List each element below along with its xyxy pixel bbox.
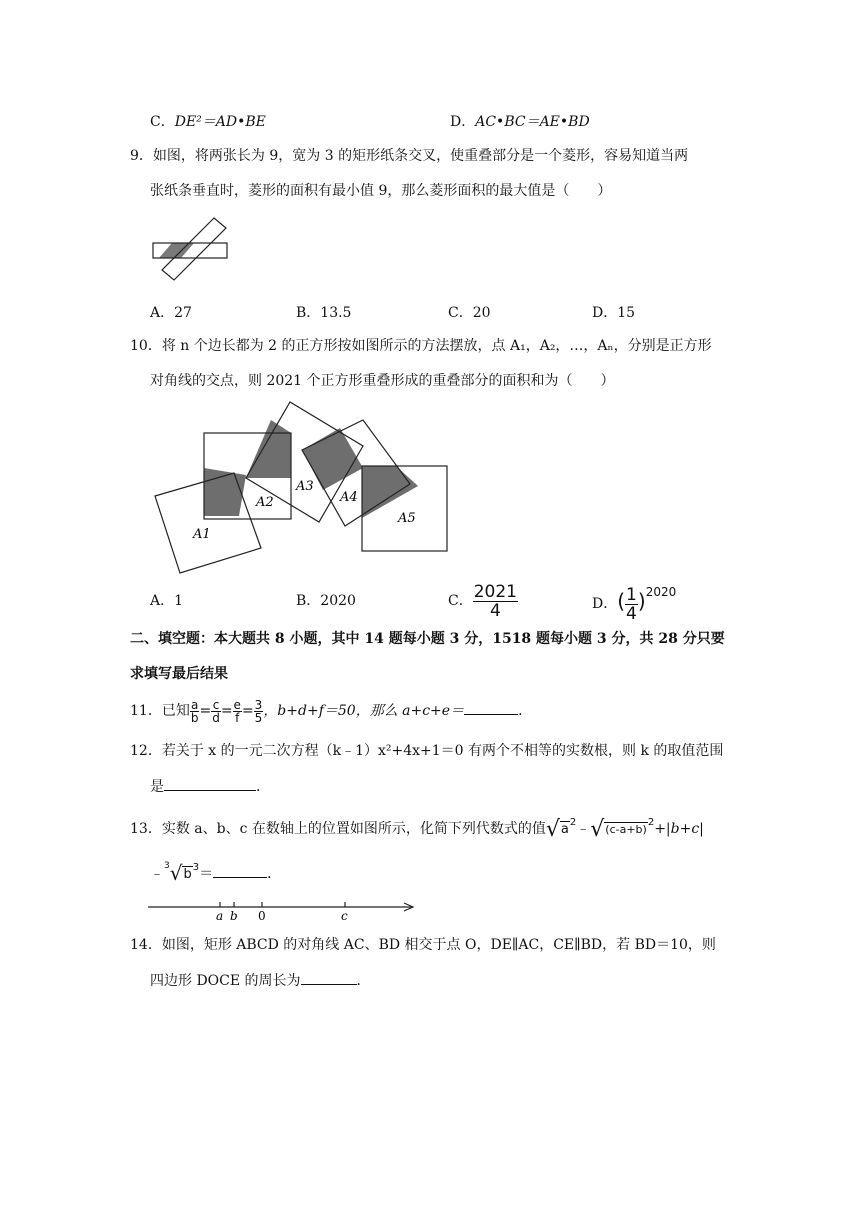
q10-label-a2: A2 bbox=[256, 495, 274, 510]
q10-figure bbox=[150, 398, 460, 578]
axis-label-b: b bbox=[230, 909, 238, 923]
radical-icon: √ bbox=[590, 817, 605, 842]
q9-option-c: C．20 bbox=[448, 305, 491, 321]
q12-text-line2: 是 ． bbox=[150, 776, 270, 797]
cube-root-icon: √ bbox=[169, 861, 183, 885]
q12-answer-blank[interactable] bbox=[164, 776, 256, 791]
q10-label-a5: A5 bbox=[398, 511, 416, 526]
q13-number-line bbox=[146, 893, 418, 923]
q14-answer-blank[interactable] bbox=[301, 970, 357, 985]
q9-option-d: D．15 bbox=[592, 305, 636, 321]
axis-label-0: 0 bbox=[258, 909, 266, 923]
radical-icon: √ bbox=[545, 817, 560, 842]
q13-answer-blank[interactable] bbox=[213, 863, 267, 878]
q11-text: 11．已知 $\frac{a}{b}$ = $\frac{c}{d}$ = $\frac{e}{f}$ = $\frac{3}{5}$ ，b+d+f＝50，那么 a+c+e＝ ． bbox=[130, 697, 533, 725]
q9-option-a: A．27 bbox=[150, 305, 192, 321]
q11-fraction-a-b: $\frac{a}{b}$ bbox=[190, 697, 199, 725]
q10-option-b: B．2020 bbox=[296, 593, 356, 609]
q10-label-a1: A1 bbox=[193, 527, 211, 542]
q10-text-line1: 10．将 n 个边长都为 2 的正方形按如图所示的方法摆放，点 A₁，A₂，…，Aₙ，分别是正方形 bbox=[130, 338, 712, 354]
q10-label-a4: A4 bbox=[340, 490, 358, 505]
q11-answer-blank[interactable] bbox=[464, 700, 518, 715]
q14-text-line1: 14．如图，矩形 ABCD 的对角线 AC、BD 相交于点 O，DE∥AC，CE∥BD，若 BD＝10，则 bbox=[130, 937, 716, 953]
q10-option-a: A．1 bbox=[150, 593, 184, 609]
q8-option-d: D．AC•BC＝AE•BD bbox=[450, 114, 590, 130]
axis-label-a: a bbox=[216, 909, 224, 923]
q10-text-line2: 对角线的交点，则 2021 个正方形重叠形成的重叠部分的面积和为（ ） bbox=[150, 373, 615, 389]
q12-text-line1: 12．若关于 x 的一元二次方程（k﹣1）x²+4x+1＝0 有两个不相等的实数根，则 k 的取值范围 bbox=[130, 743, 724, 759]
q9-figure bbox=[150, 215, 230, 285]
q8-option-d-text: AC•BC＝AE•BD bbox=[475, 114, 590, 130]
q10-option-c-fraction: $\frac{2021}{4}$ bbox=[473, 581, 517, 621]
q10-option-d: D．( $\frac{1}{4}$ )2020 bbox=[592, 584, 677, 624]
q10-label-a3: A3 bbox=[296, 479, 314, 494]
q10-overlap-2 bbox=[246, 420, 291, 478]
q11-fraction-e-f: $\frac{e}{f}$ bbox=[233, 697, 241, 725]
q13-text-line1: 13．实数 a、b、c 在数轴上的位置如图所示，化简下列代数式的值$√a^2﹣√(c-a+b)^2+|b+c|$ bbox=[130, 817, 704, 842]
q10-option-d-exponent: 2020 bbox=[645, 585, 677, 599]
q9-text-line1: 9．如图，将两张长为 9，宽为 3 的矩形纸条交叉，使重叠部分是一个菱形，容易知道当两 bbox=[130, 148, 689, 164]
section2-heading-line2: 求填写最后结果 bbox=[130, 666, 228, 682]
section2-heading-line1: 二、填空题：本大题共 8 小题，其中 14 题每小题 3 分，1518 题每小题 3 分，共 28 分只要 bbox=[130, 631, 725, 647]
axis-label-c: c bbox=[341, 909, 348, 923]
q13-text-line2: $﹣^3√b^3=$ ． bbox=[150, 861, 282, 885]
q8-option-c: C．DE²＝AD•BE bbox=[150, 114, 266, 130]
q10-option-c: C． $\frac{2021}{4}$ bbox=[448, 581, 517, 621]
q11-fraction-3-5: $\frac{3}{5}$ bbox=[254, 697, 263, 725]
q14-text-line2: 四边形 DOCE 的周长为 ． bbox=[150, 970, 371, 991]
q9-text-line2: 张纸条垂直时，菱形的面积有最小值 9，那么菱形面积的最大值是（ ） bbox=[150, 183, 612, 199]
q11-fraction-c-d: $\frac{c}{d}$ bbox=[212, 697, 220, 725]
q8-option-c-text: DE²＝AD•BE bbox=[174, 114, 266, 130]
q10-option-d-fraction: $\frac{1}{4}$ bbox=[626, 584, 637, 624]
q9-option-b: B．13.5 bbox=[296, 305, 352, 321]
